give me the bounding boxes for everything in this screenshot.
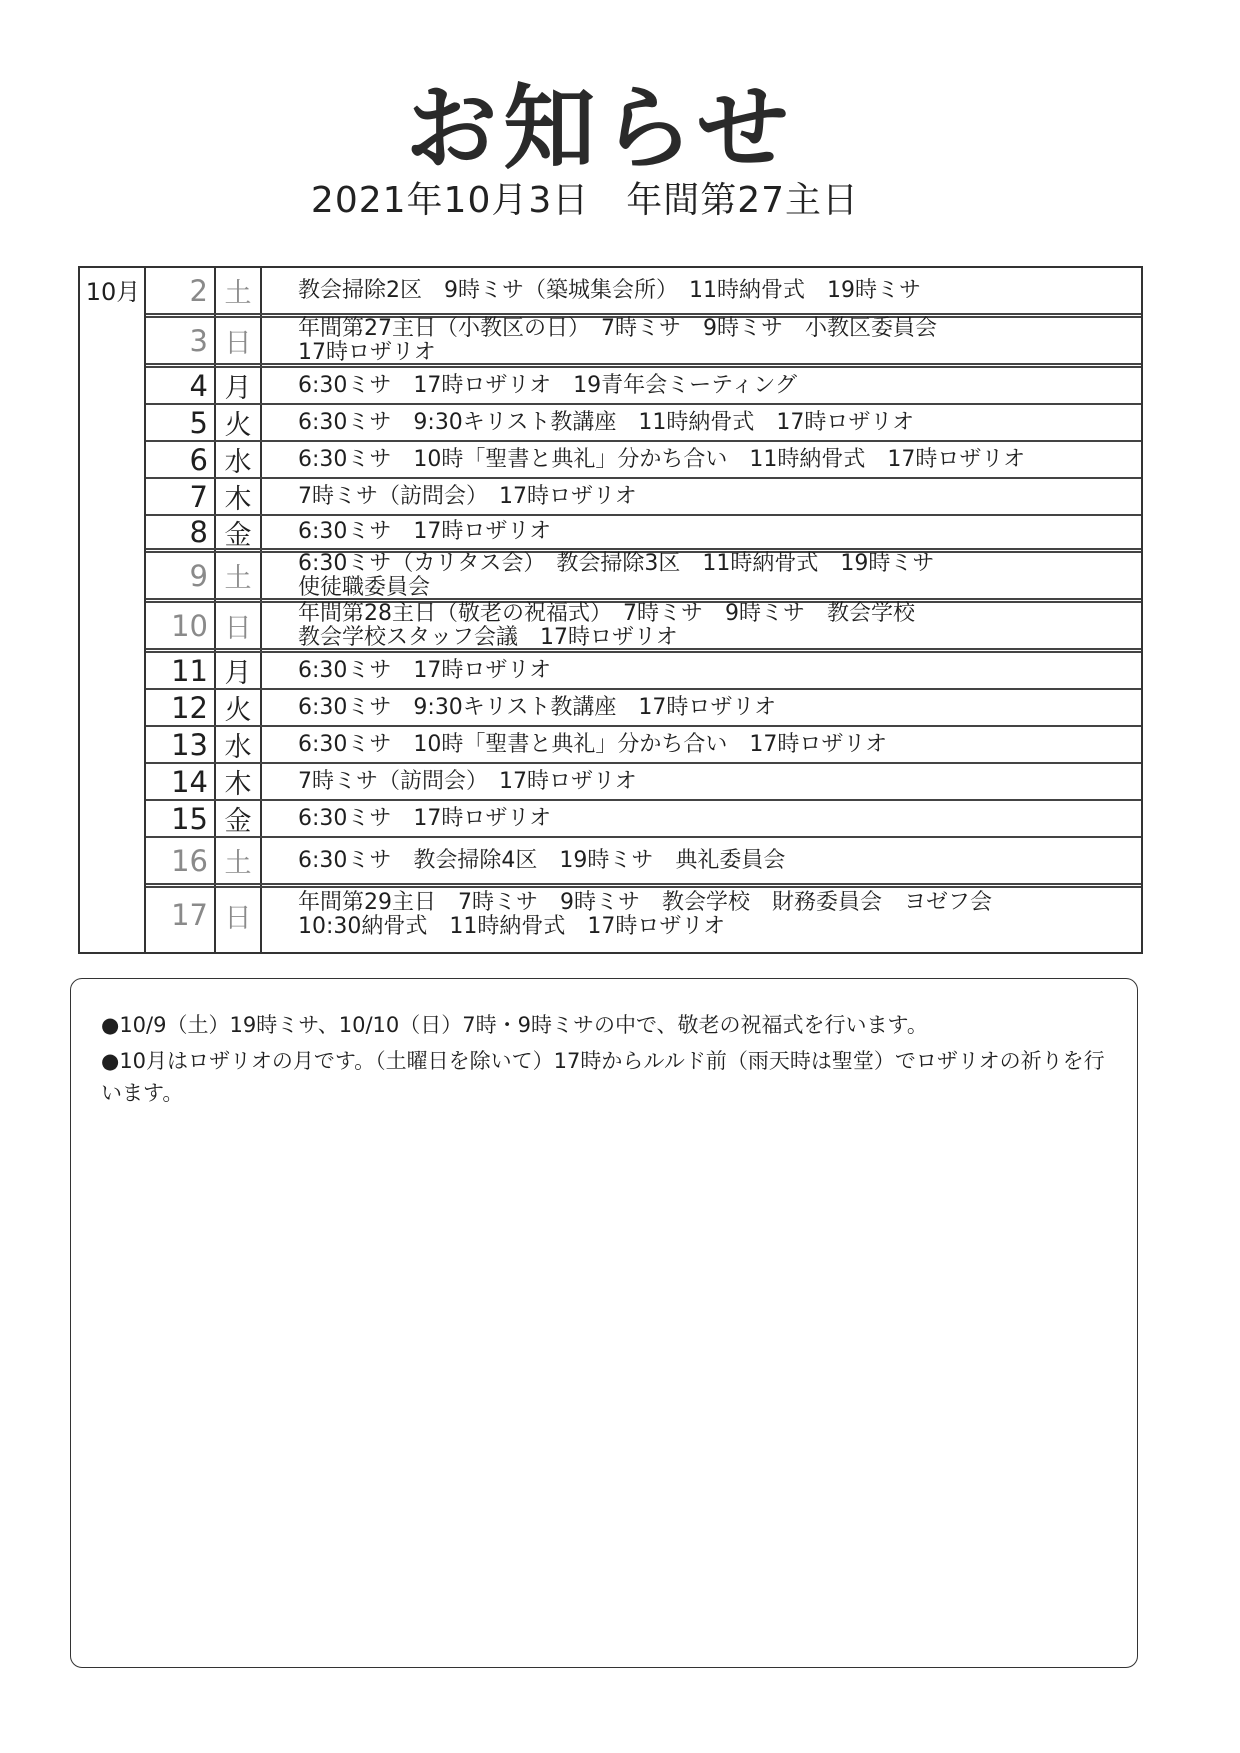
schedule-row (146, 727, 1141, 764)
events-cell (298, 405, 1131, 440)
events-cell (298, 801, 1131, 836)
schedule-row (146, 315, 1141, 368)
day-number: 16 (171, 843, 208, 878)
day-number: 5 (189, 405, 208, 440)
day-of-week: 月 (224, 373, 252, 404)
day-of-week: 水 (224, 447, 252, 478)
event-line: 教会掃除2区 9時ミサ（築城集会所） 11時納骨式 19時ミサ (298, 277, 921, 303)
schedule-row (146, 764, 1141, 801)
month-label: 10月 (85, 278, 141, 306)
event-line: 6:30ミサ 17時ロザリオ 19青年会ミーティング (298, 372, 797, 398)
day-number: 4 (189, 368, 208, 403)
event-line: 6:30ミサ 10時「聖書と典礼」分かち合い 17時ロザリオ (298, 731, 888, 757)
day-number: 14 (171, 764, 208, 799)
schedule-row (146, 550, 1141, 603)
schedule-row (146, 268, 1141, 318)
events-cell (298, 368, 1131, 403)
notice-item: ●10/9（土）19時ミサ、10/10（日）7時・9時ミサの中で、敬老の祝福式を行います。 (101, 1013, 928, 1037)
events-cell (298, 653, 1131, 688)
day-number: 3 (189, 323, 208, 358)
notice-item: ●10月はロザリオの月です。（土曜日を除いて）17時からルルド前（雨天時は聖堂）でロザリオの祈りを行います。 (101, 1049, 1105, 1105)
events-cell (298, 479, 1131, 514)
event-line: 6:30ミサ 9:30キリスト教講座 11時納骨式 17時ロザリオ (298, 409, 915, 435)
date-subtitle: 2021年10月3日 年間第27主日 (310, 180, 860, 221)
event-line: 6:30ミサ（カリタス会） 教会掃除3区 11時納骨式 19時ミサ (298, 550, 935, 576)
day-of-week: 日 (224, 613, 252, 644)
day-of-week: 木 (224, 769, 252, 800)
day-number: 17 (171, 898, 208, 932)
event-line: 17時ロザリオ (298, 339, 436, 365)
day-number: 7 (189, 479, 208, 514)
day-of-week: 火 (224, 410, 252, 441)
day-number: 8 (189, 515, 208, 549)
day-of-week: 日 (224, 328, 252, 359)
events-cell (298, 888, 1131, 942)
event-line: 年間第29主日 7時ミサ 9時ミサ 教会学校 財務委員会 ヨゼフ会 (298, 890, 992, 915)
events-cell (298, 600, 1131, 650)
schedule-row (146, 405, 1141, 442)
day-number: 2 (189, 273, 208, 308)
schedule-row (146, 368, 1141, 405)
event-line: 6:30ミサ 17時ロザリオ (298, 805, 552, 831)
day-of-week: 土 (224, 848, 252, 879)
notice-box (70, 978, 1138, 1668)
schedule-row (146, 888, 1141, 942)
event-line: 7時ミサ（訪問会） 17時ロザリオ (298, 483, 637, 509)
events-cell (298, 442, 1131, 477)
day-of-week: 日 (224, 902, 252, 934)
day-of-week: 木 (224, 484, 252, 515)
day-number: 9 (189, 558, 208, 593)
event-line: 年間第27主日（小教区の日） 7時ミサ 9時ミサ 小教区委員会 (298, 315, 937, 341)
day-of-week: 水 (224, 732, 252, 763)
day-number: 11 (171, 653, 208, 688)
day-of-week: 土 (224, 563, 252, 594)
schedule-table (78, 266, 1143, 954)
schedule-row (146, 479, 1141, 516)
day-of-week: 火 (224, 695, 252, 726)
event-line: 年間第28主日（敬老の祝福式） 7時ミサ 9時ミサ 教会学校 (298, 600, 915, 626)
events-cell (298, 516, 1131, 548)
page-title: お知らせ (405, 75, 795, 182)
schedule-row (146, 516, 1141, 553)
event-line: 10:30納骨式 11時納骨式 17時ロザリオ (298, 914, 726, 939)
schedule-row (146, 690, 1141, 727)
day-number: 6 (189, 442, 208, 477)
day-number: 13 (171, 727, 208, 762)
event-line: 6:30ミサ 10時「聖書と典礼」分かち合い 11時納骨式 17時ロザリオ (298, 446, 1026, 472)
event-line: 6:30ミサ 17時ロザリオ (298, 519, 552, 544)
schedule-row (146, 442, 1141, 479)
event-line: 教会学校スタッフ会議 17時ロザリオ (298, 624, 678, 650)
events-cell (298, 727, 1131, 762)
events-cell (298, 550, 1131, 600)
event-line: 使徒職委員会 (298, 574, 431, 600)
schedule-row (146, 600, 1141, 653)
day-of-week: 金 (224, 806, 252, 837)
events-cell (298, 764, 1131, 799)
events-cell (298, 315, 1131, 365)
events-cell (298, 838, 1131, 883)
day-number: 15 (171, 801, 208, 836)
event-line: 6:30ミサ 9:30キリスト教講座 17時ロザリオ (298, 694, 777, 720)
event-line: 7時ミサ（訪問会） 17時ロザリオ (298, 768, 637, 794)
event-line: 6:30ミサ 教会掃除4区 19時ミサ 典礼委員会 (298, 847, 786, 873)
schedule-row (146, 838, 1141, 888)
day-of-week: 土 (224, 278, 252, 309)
day-of-week: 月 (224, 658, 252, 689)
schedule-row (146, 653, 1141, 690)
day-number: 10 (171, 608, 208, 643)
schedule-row (146, 801, 1141, 838)
day-of-week: 金 (224, 519, 252, 551)
event-line: 6:30ミサ 17時ロザリオ (298, 657, 552, 683)
events-cell (298, 690, 1131, 725)
events-cell (298, 268, 1131, 313)
day-number: 12 (171, 690, 208, 725)
